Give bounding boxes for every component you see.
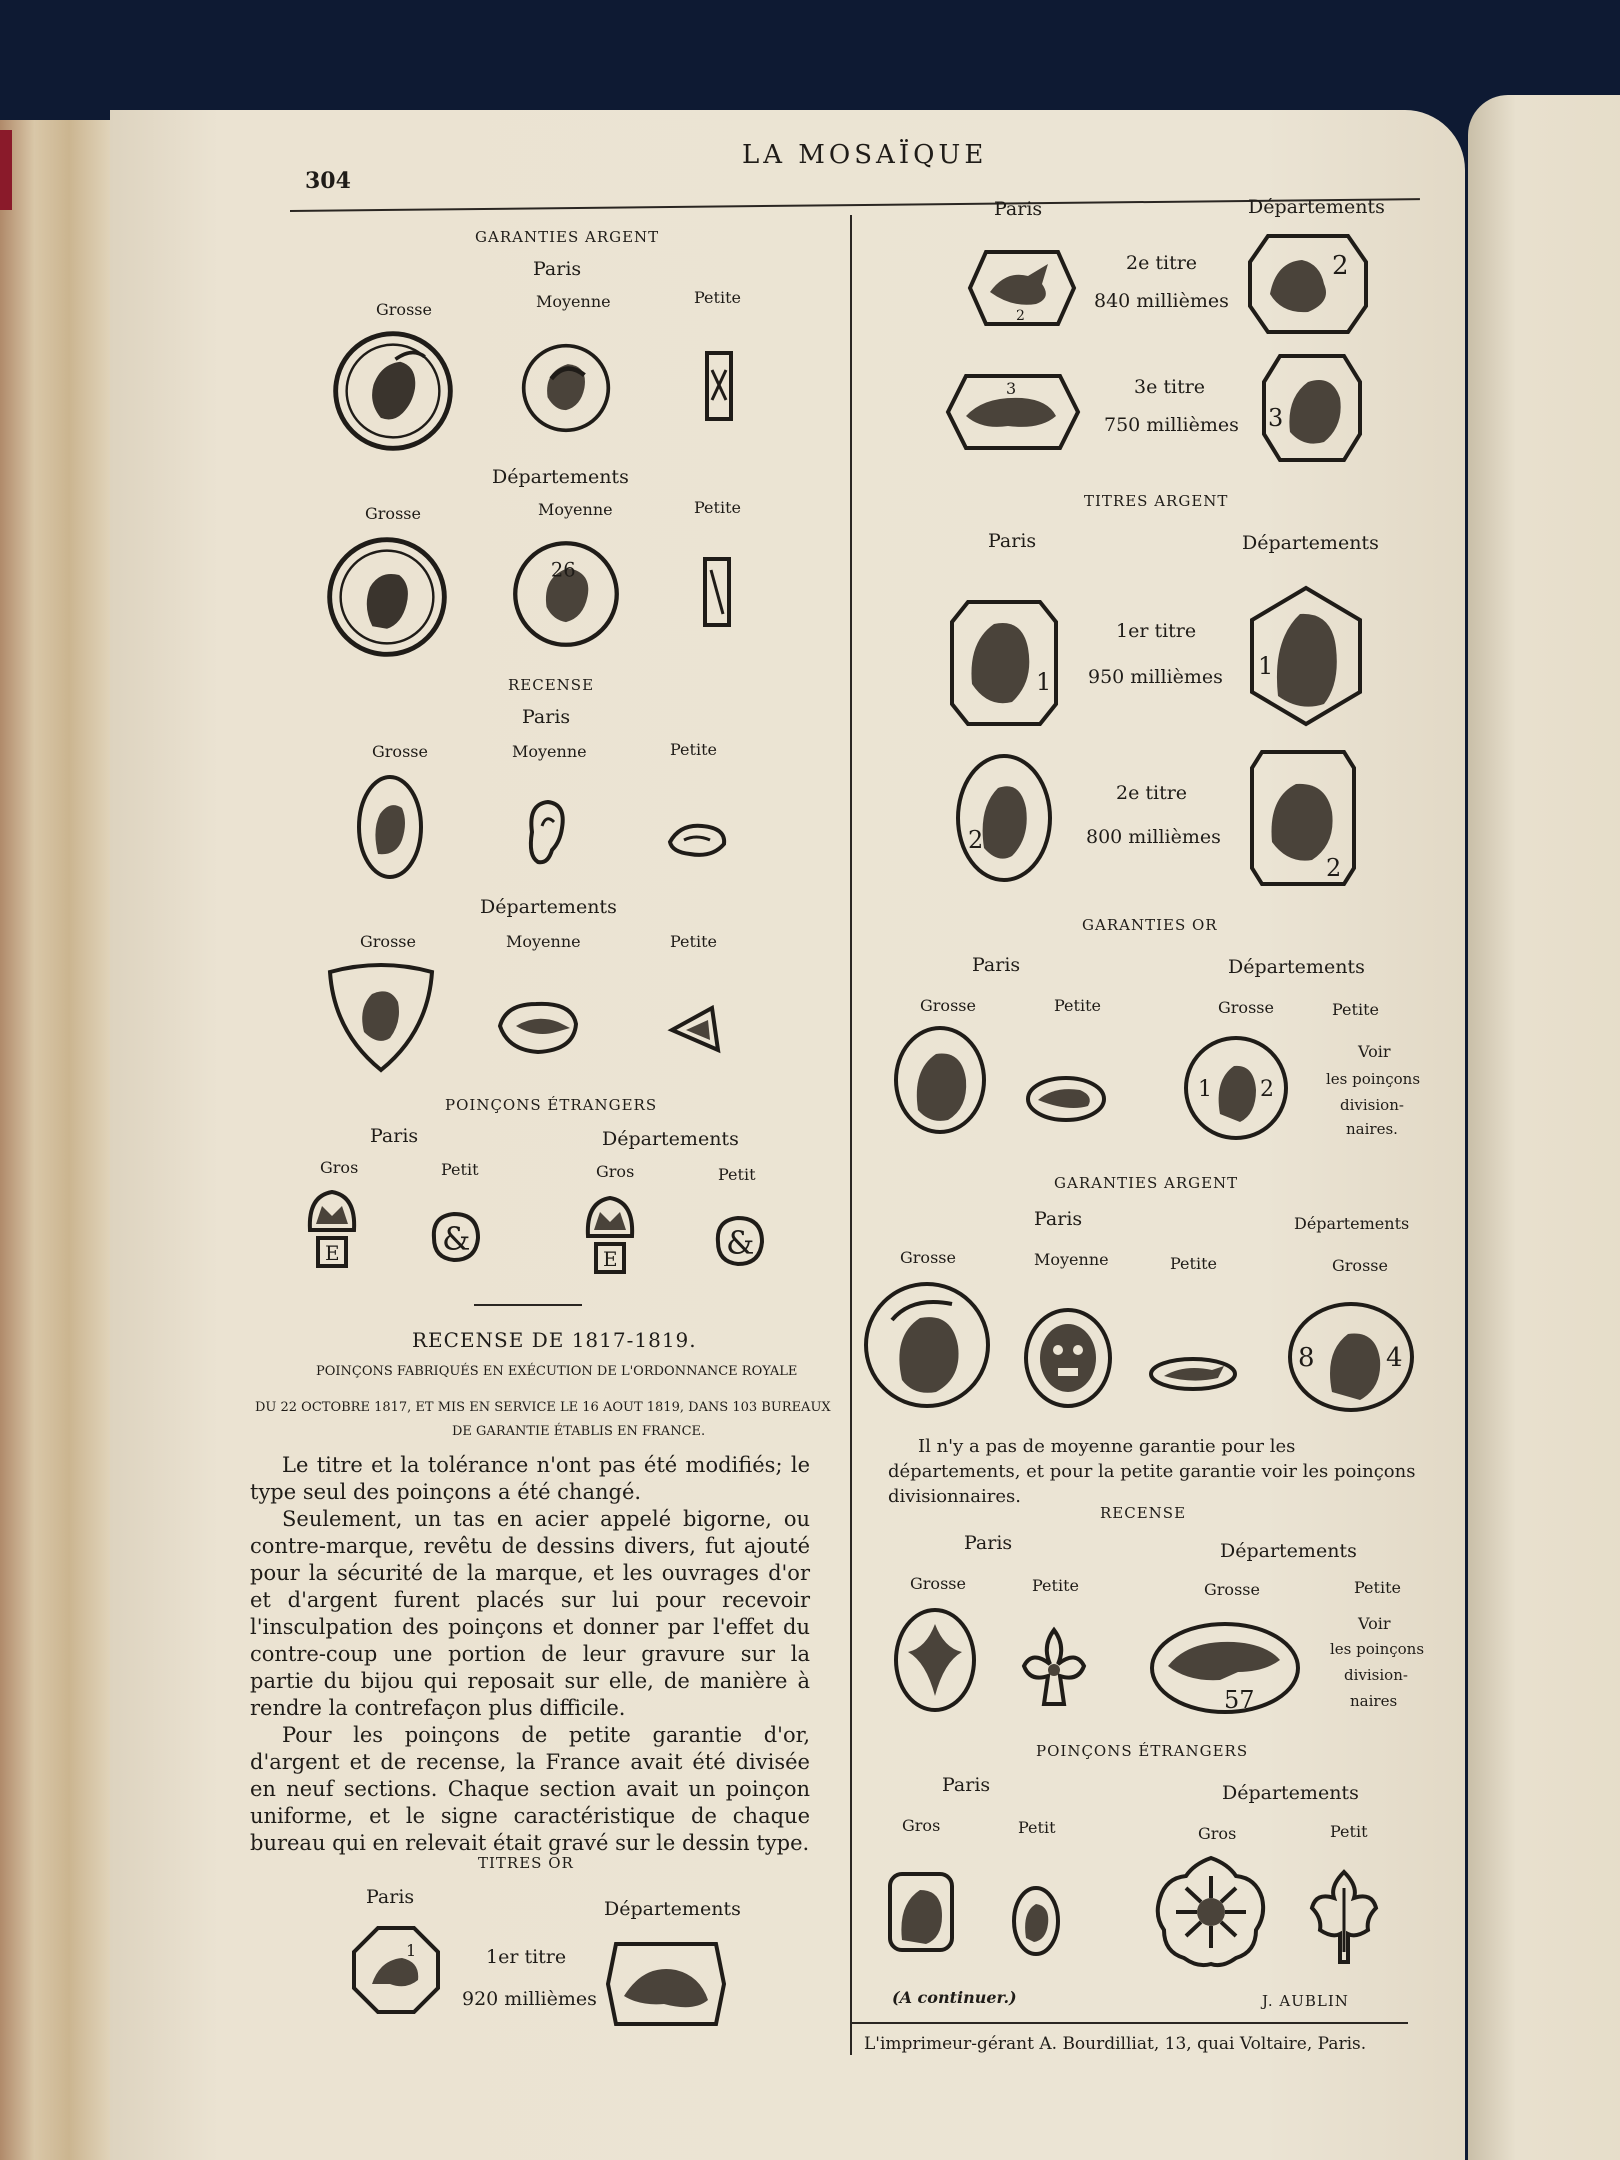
hallmark-octagon-animal: [350, 1924, 442, 2016]
label-petite: Petite: [1354, 1578, 1401, 1597]
right-garanties-argent-heading: GARANTIES ARGENT: [1054, 1174, 1239, 1192]
column-rule: [850, 215, 852, 2055]
label-petite: Petite: [1032, 1576, 1079, 1595]
titre-value: 840 millièmes: [1094, 290, 1229, 312]
hallmark-egyptian-head: [886, 1870, 956, 1954]
label-moyenne: Moyenne: [538, 500, 613, 519]
hallmark-petite-rect: [702, 556, 732, 628]
label-departements: Départements: [1294, 1214, 1410, 1233]
paragraph: Pour les poinçons de petite garantie d'or, d'argent et de recense, la France avait été divisée en neuf sections. Chaque section avait un poinçon uniforme, et le signe caractéristique de chaque bureau qui en relevait était gravé sur le dessin type.: [250, 1723, 810, 1855]
label-moyenne: Moyenne: [512, 742, 587, 761]
label-gros: Gros: [320, 1158, 359, 1177]
left-poincons-etrangers-heading: POINÇONS ÉTRANGERS: [445, 1096, 658, 1114]
label-grosse: Grosse: [372, 742, 428, 761]
svg-text:1: 1: [1258, 652, 1274, 680]
hallmark-dog: [604, 1940, 728, 2028]
hallmark-ear: [524, 796, 568, 868]
note-line: Voir: [1358, 1042, 1391, 1061]
titre-value: 920 millièmes: [462, 1988, 597, 2010]
label-paris: Paris: [972, 954, 1021, 976]
hallmark-oval-bearded: [892, 1024, 988, 1136]
paragraph: Seulement, un tas en acier appelé bigorne, ou contre-marque, revêtu de dessins divers, fut ajouté pour la sécurité de la marque, et les ouvrages d'or et d'argent furent placés sur lui pour recevoir l'insculpation des poinçons et donner par l'effet du contre-coup une portion de leur gravure sur la partie du bijou qui reposait sur elle, de manière à rendre la contrefaçon plus difficile.: [250, 1507, 810, 1720]
label-petite: Petite: [1170, 1254, 1217, 1273]
right-recense-heading: RECENSE: [1100, 1504, 1187, 1522]
label-petit: Petit: [441, 1160, 479, 1179]
hallmark-head-8-4: [1286, 1300, 1416, 1414]
titre-label: 1er titre: [1116, 620, 1197, 642]
label-moyenne: Moyenne: [536, 292, 611, 311]
hallmark-petite-triangle: [668, 1004, 722, 1054]
svg-text:3: 3: [1268, 404, 1284, 432]
label-paris: Paris: [522, 706, 571, 728]
titres-argent-heading: TITRES ARGENT: [1084, 492, 1229, 510]
label-petite: Petite: [670, 740, 717, 759]
label-departements: Départements: [1242, 532, 1379, 554]
label-grosse: Grosse: [365, 504, 421, 523]
mark-number: 57: [1224, 1686, 1255, 1714]
label-petite: Petite: [670, 932, 717, 951]
note-line: Voir: [1358, 1614, 1391, 1633]
svg-text:2: 2: [1260, 1077, 1274, 1102]
hallmark-oval-profile-2: [954, 752, 1054, 884]
svg-text:2: 2: [1326, 854, 1342, 882]
body-text: [250, 1452, 810, 1857]
hallmark-petite-shape: [666, 820, 730, 860]
titre-value: 750 millièmes: [1104, 414, 1239, 436]
hallmark-small-oval-head: [1010, 1884, 1062, 1958]
hallmark-leaf: [1306, 1868, 1382, 1966]
note-line: naires: [1350, 1692, 1398, 1710]
running-title: LA MOSAÏQUE: [742, 140, 988, 170]
label-petite: Petite: [1054, 996, 1101, 1015]
hallmark-griffin-3: [1260, 352, 1364, 464]
section-divider: [474, 1304, 582, 1306]
label-petit: Petit: [718, 1165, 756, 1184]
recense-1817-title: RECENSE DE 1817-1819.: [412, 1328, 697, 1352]
label-grosse: Grosse: [360, 932, 416, 951]
paragraph: Le titre et la tolérance n'ont pas été modifiés; le type seul des poinçons a été changé.: [250, 1453, 810, 1504]
hallmark-crown-e: [580, 1192, 640, 1276]
label-gros: Gros: [596, 1162, 635, 1181]
svg-text:E: E: [603, 1247, 618, 1271]
label-departements: Départements: [1222, 1782, 1359, 1804]
hallmark-bull: [944, 372, 1082, 452]
label-paris: Paris: [942, 1774, 991, 1796]
label-petit: Petit: [1018, 1818, 1056, 1837]
facing-page: [1468, 95, 1620, 2160]
svg-text:2: 2: [968, 826, 984, 854]
titre-label: 2e titre: [1116, 782, 1188, 804]
label-moyenne: Moyenne: [1034, 1250, 1109, 1269]
hallmark-horse-57: [1148, 1620, 1302, 1716]
label-departements: Départements: [1228, 956, 1365, 978]
recense-1817-subtitle-2: DU 22 OCTOBRE 1817, ET MIS EN SERVICE LE 16 AOUT 1819, DANS 103 BUREAUX: [255, 1400, 831, 1415]
label-petite: Petite: [1332, 1000, 1379, 1019]
hallmark-ram: [1024, 1074, 1108, 1124]
titre-value: 800 millièmes: [1086, 826, 1221, 848]
svg-text:1: 1: [1198, 1077, 1212, 1102]
footer-rule: [852, 2022, 1408, 2024]
hallmark-flower-rosette: [1152, 1854, 1270, 1970]
note-line: division-: [1340, 1096, 1404, 1114]
label-grosse: Grosse: [1332, 1256, 1388, 1275]
label-paris: Paris: [366, 1886, 415, 1908]
hallmark-rabbit: [1148, 1356, 1238, 1392]
hallmark-fleur-de-lis: [1018, 1626, 1090, 1710]
label-paris: Paris: [1034, 1208, 1083, 1230]
page-number: 304: [305, 168, 351, 194]
titres-or-heading: TITRES OR: [478, 1854, 574, 1872]
svg-text:&: &: [442, 1220, 471, 1258]
hallmark-lion-2: [1246, 232, 1370, 336]
hallmark-mask: [1022, 1306, 1114, 1410]
label-gros: Gros: [1198, 1824, 1237, 1843]
hallmark-lily-oval: [892, 1606, 978, 1714]
author-signature: J. AUBLIN: [1262, 1992, 1349, 2010]
label-departements: Départements: [1220, 1540, 1357, 1562]
label-petite: Petite: [694, 288, 741, 307]
titre-label: 3e titre: [1134, 376, 1206, 398]
label-departements: Départements: [1248, 196, 1385, 218]
hallmark-medusa: [862, 1280, 992, 1410]
svg-text:2: 2: [1332, 251, 1349, 281]
titre-label: 1er titre: [486, 1946, 567, 1968]
label-departements: Départements: [492, 466, 629, 488]
note-line: les poinçons: [1330, 1640, 1425, 1658]
garanties-or-heading: GARANTIES OR: [1082, 916, 1218, 934]
label-gros: Gros: [902, 1816, 941, 1835]
hallmark-helmet-26: [512, 540, 620, 648]
label-petit: Petit: [1330, 1822, 1368, 1841]
hallmark-ampersand: [712, 1212, 768, 1270]
hallmark-veiled-hexagon-1: [1244, 584, 1368, 728]
note-line: division-: [1344, 1666, 1408, 1684]
hallmark-head-1-2: [1182, 1034, 1290, 1142]
to-be-continued: (A continuer.): [892, 1988, 1017, 2007]
label-departements: Départements: [604, 1898, 741, 1920]
svg-text:26: 26: [550, 558, 576, 582]
label-paris: Paris: [370, 1125, 419, 1147]
label-grosse: Grosse: [1204, 1580, 1260, 1599]
garanties-argent-note: Il n'y a pas de moyenne garantie pour les départements, et pour la petite garantie voir les poinçons divisionnaires.: [888, 1436, 1416, 1507]
svg-text:E: E: [325, 1241, 340, 1265]
note-line: naires.: [1346, 1120, 1398, 1138]
hallmark-bearded-rect-2: [1248, 748, 1358, 888]
svg-text:&: &: [726, 1224, 755, 1262]
hallmark-bearded-head: [326, 536, 448, 658]
note-line: les poinçons: [1326, 1070, 1421, 1088]
svg-text:2: 2: [1016, 308, 1025, 324]
label-grosse: Grosse: [910, 1574, 966, 1593]
label-departements: Départements: [602, 1128, 739, 1150]
label-departements: Départements: [480, 896, 617, 918]
left-garanties-argent-heading: GARANTIES ARGENT: [475, 228, 660, 246]
hallmark-helmet-head: [520, 342, 612, 434]
svg-text:4: 4: [1386, 1343, 1403, 1373]
label-grosse: Grosse: [1218, 998, 1274, 1017]
book-spine: [0, 130, 12, 210]
label-petite: Petite: [694, 498, 741, 517]
label-grosse: Grosse: [376, 300, 432, 319]
hallmark-bird-head: [496, 998, 580, 1056]
svg-text:8: 8: [1298, 1343, 1315, 1373]
hallmark-oval-profile: [356, 774, 424, 880]
label-paris: Paris: [533, 258, 582, 280]
label-grosse: Grosse: [920, 996, 976, 1015]
hallmark-pegasus: [966, 248, 1078, 328]
svg-text:1: 1: [1036, 668, 1052, 696]
imprint: L'imprimeur-gérant A. Bourdilliat, 13, quai Voltaire, Paris.: [864, 2034, 1367, 2054]
recense-1817-subtitle-1: POINÇONS FABRIQUÉS EN EXÉCUTION DE L'ORDONNANCE ROYALE: [316, 1364, 798, 1379]
hallmark-head-left: [332, 330, 454, 452]
label-paris: Paris: [994, 198, 1043, 220]
hallmark-shield-head: [324, 962, 438, 1074]
recense-1817-subtitle-3: DE GARANTIE ÉTABLIS EN FRANCE.: [452, 1424, 706, 1439]
label-moyenne: Moyenne: [506, 932, 581, 951]
hallmark-crown-e: [302, 1186, 362, 1270]
hallmark-bearded-octagon-1: [948, 598, 1060, 728]
right-poincons-etrangers-heading: POINÇONS ÉTRANGERS: [1036, 1742, 1249, 1760]
left-recense-heading: RECENSE: [508, 676, 595, 694]
book-page-edges: [0, 120, 115, 2160]
svg-text:3: 3: [1006, 379, 1017, 398]
hallmark-ampersand: [428, 1208, 484, 1266]
hallmark-petite-rect: [704, 350, 734, 422]
label-paris: Paris: [964, 1532, 1013, 1554]
label-grosse: Grosse: [900, 1248, 956, 1267]
label-paris: Paris: [988, 530, 1037, 552]
titre-label: 2e titre: [1126, 252, 1198, 274]
titre-value: 950 millièmes: [1088, 666, 1223, 688]
svg-text:1: 1: [406, 1941, 417, 1960]
